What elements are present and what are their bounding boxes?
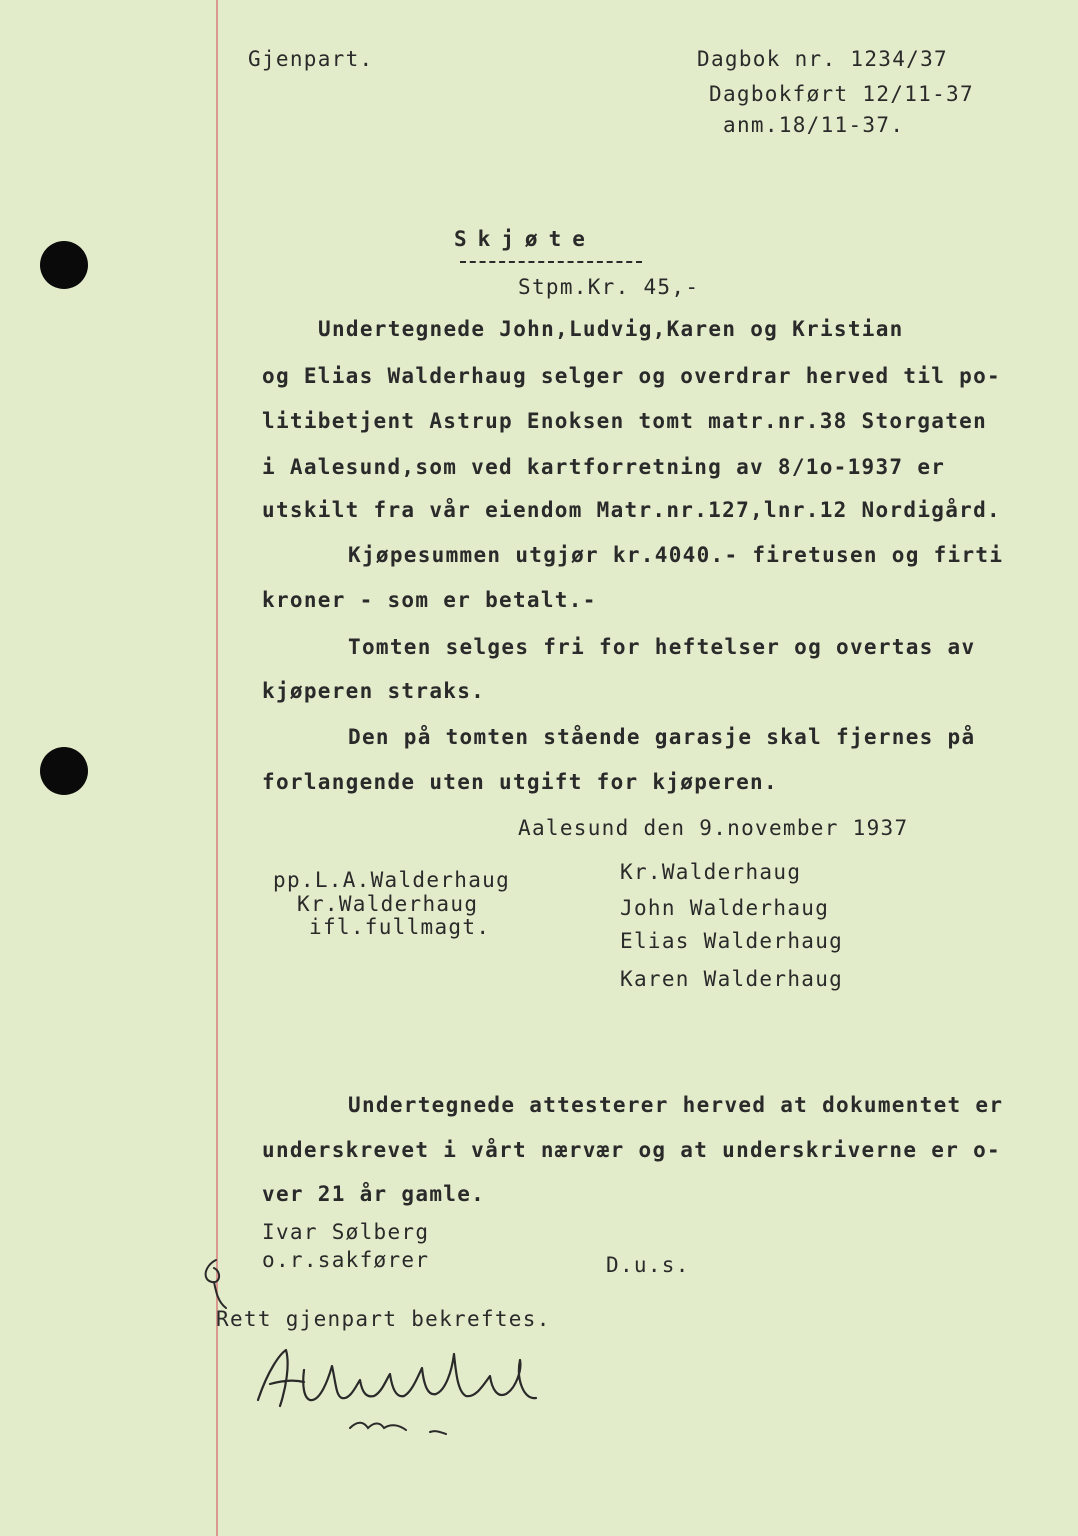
confirmation-line: Rett gjenpart bekreftes. [216,1307,551,1331]
left-signature-line: ifl.fullmagt. [309,915,491,939]
dus-mark: D.u.s. [606,1253,690,1277]
body-line: kjøperen straks. [262,679,486,703]
body-line: forlangende uten utgift for kjøperen. [262,770,778,794]
witness-name: Ivar Sølberg [262,1220,430,1244]
body-line: kroner - som er betalt.- [262,588,597,612]
body-line: og Elias Walderhaug selger og overdrar herved til po- [262,364,1001,388]
dagbokfort-date: Dagbokført 12/11-37 [709,82,974,106]
stamp-duty: Stpm.Kr. 45,- [518,275,700,299]
signer-name: Karen Walderhaug [620,967,844,991]
handwritten-initials-mark [196,1252,236,1312]
dagbok-number: Dagbok nr. 1234/37 [697,47,948,71]
place-date: Aalesund den 9.november 1937 [518,816,909,840]
attestation-line: ver 21 år gamle. [262,1182,486,1206]
attestation-line: Undertegnede attesterer herved at dokumentet er [348,1093,1004,1117]
left-signature-line: Kr.Walderhaug [297,892,479,916]
title-underline [460,261,642,263]
signer-name: Kr.Walderhaug [620,860,802,884]
body-line: i Aalesund,som ved kartforretning av 8/1o-1937 er [262,455,946,479]
document-title: Skjøte [454,227,596,251]
body-line: Undertegnede John,Ludvig,Karen og Kristian [318,317,904,341]
body-line: Kjøpesummen utgjør kr.4040.- firetusen og firti [348,543,1004,567]
punch-hole-bottom [40,747,88,795]
signer-name: John Walderhaug [620,896,830,920]
signer-name: Elias Walderhaug [620,929,844,953]
handwritten-signature [240,1340,550,1440]
body-line: utskilt fra vår eiendom Matr.nr.127,lnr.12 Nordigård. [262,498,1001,522]
left-signature-line: pp.L.A.Walderhaug [273,868,511,892]
body-line: Tomten selges fri for heftelser og overtas av [348,635,976,659]
witness-title: o.r.sakfører [262,1248,430,1272]
body-line: Den på tomten stående garasje skal fjernes på [348,725,976,749]
body-line: litibetjent Astrup Enoksen tomt matr.nr.38 Storgaten [262,409,988,433]
anm-date: anm.18/11-37. [723,113,905,137]
gjenpart-label: Gjenpart. [248,47,374,71]
punch-hole-top [40,241,88,289]
attestation-line: underskrevet i vårt nærvær og at underskriverne er o- [262,1138,1001,1162]
